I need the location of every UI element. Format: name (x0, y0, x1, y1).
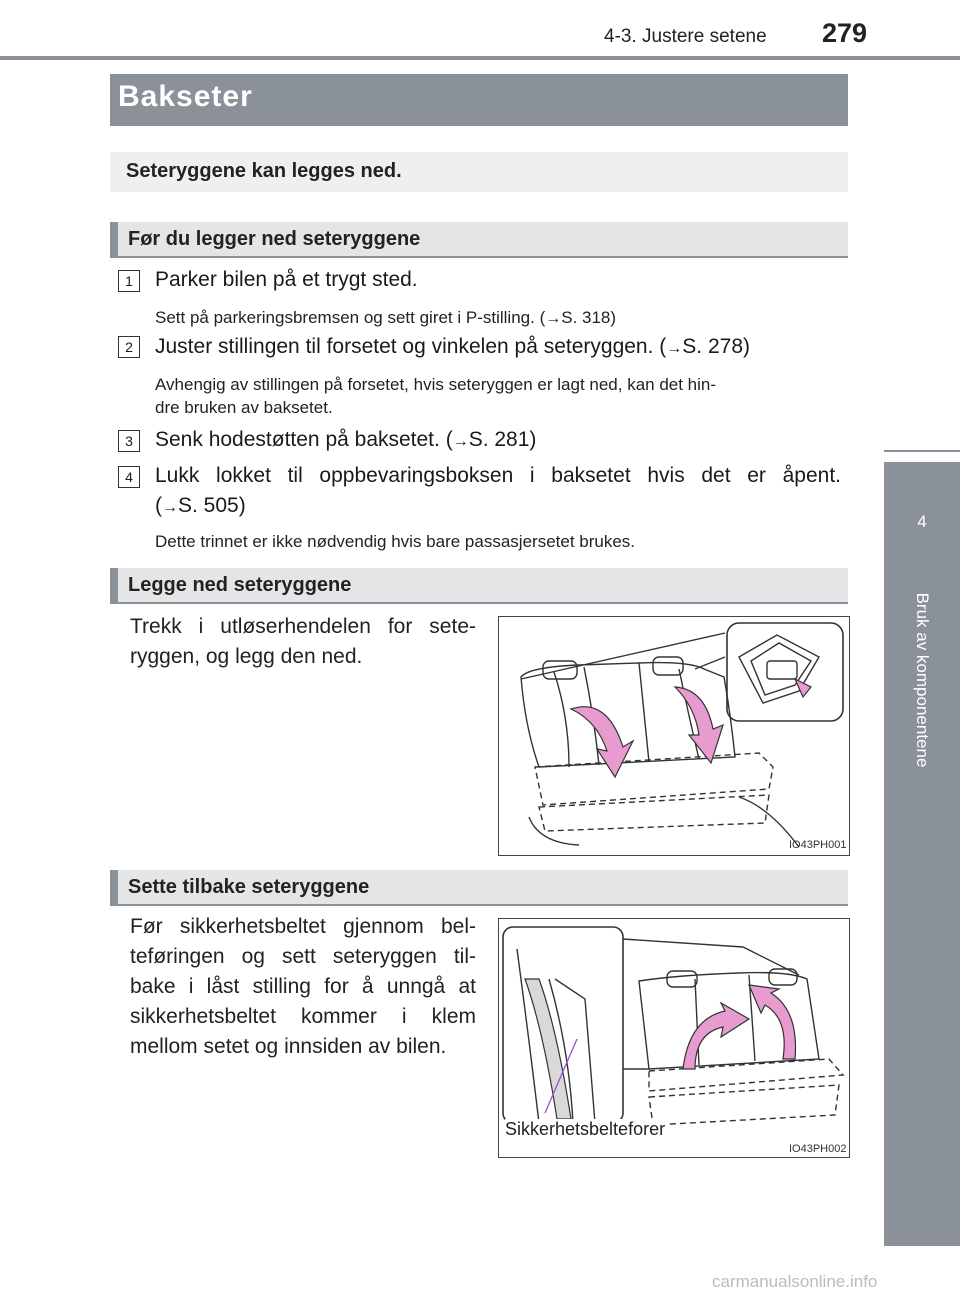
page-title: Bakseter (118, 80, 253, 113)
restore-paragraph (130, 912, 476, 1062)
header-rule (0, 56, 960, 60)
reference-arrow-icon: → (666, 340, 683, 357)
step-4-text-ref[interactable]: S. 505) (178, 494, 246, 517)
step-1-note (155, 306, 845, 330)
summary-text: Seteryggene kan legges ned. (126, 160, 402, 182)
step-3-text-ref[interactable]: S. 281) (468, 428, 537, 451)
step-1-note-ref[interactable]: S. 318) (561, 308, 617, 327)
step-4-text-line1: Lukk lokket til oppbevaringsboksen i baksetet hvis det er åpent. (155, 464, 841, 487)
step-3-text-main: Senk hodestøtten på baksetet. ( (155, 428, 453, 451)
page-number: 279 (822, 18, 868, 48)
step-2-note-line1: Avhengig av stillingen på forsetet, hvis seteryggen er lagt ned, kan det hin- (155, 375, 717, 394)
step-2-note-line2: dre bruken av baksetet. (155, 398, 333, 417)
step-4-text-line2-pre: ( (155, 494, 162, 517)
step-2-text-ref[interactable]: S. 278) (682, 335, 750, 358)
fold-paragraph-line: ryggen, og legg den ned. (130, 645, 363, 668)
fold-paragraph-line: Trekk i utløserhendelen for sete- (130, 615, 476, 638)
step-1-text: Parker bilen på et trygt sted. (155, 268, 418, 291)
figure-code-2: IO43PH002 (789, 1143, 847, 1155)
subheading-fold-text: Legge ned seteryggene (128, 574, 352, 596)
restore-paragraph-line: teføringen og sett seteryggen til- (130, 945, 476, 968)
figure-code-1: IO43PH001 (789, 839, 847, 851)
restore-paragraph-line: mellom setet og innsiden av bilen. (130, 1035, 447, 1058)
step-2-text (155, 335, 750, 359)
subheading-before-text: Før du legger ned seteryggene (128, 228, 421, 250)
step-number-3: 3 (118, 430, 140, 452)
watermark: carmanualsonline.info (712, 1272, 878, 1291)
chapter-side-tab (884, 462, 960, 1246)
restore-paragraph-line: sikkerhetsbeltet kommer i klem (130, 1005, 476, 1028)
step-4-note: Dette trinnet er ikke nødvendig hvis bare passasjersetet brukes. (155, 532, 636, 551)
running-header-section: 4-3. Justere setene (604, 26, 767, 47)
restore-paragraph-line: Før sikkerhetsbeltet gjennom bel- (130, 915, 476, 938)
subheading-fold (110, 568, 848, 604)
fold-paragraph (130, 612, 476, 672)
restore-paragraph-line: bake i låst stilling for å unngå at (130, 975, 476, 998)
step-number-2: 2 (118, 336, 140, 358)
step-2-note (155, 373, 845, 419)
reference-arrow-icon: → (545, 310, 562, 327)
step-number-4: 4 (118, 466, 140, 488)
restore-seat-figure (498, 918, 850, 1158)
step-1-note-text: Sett på parkeringsbremsen og sett giret i P-stilling. ( (155, 308, 546, 327)
step-4-text-line2 (155, 494, 246, 518)
step-3-text (155, 428, 536, 452)
fold-seat-illustration (499, 617, 849, 855)
step-2-text-main: Juster stillingen til forsetet og vinkelen på seteryggen. ( (155, 335, 667, 358)
fold-seat-figure (498, 616, 850, 856)
step-number-1: 1 (118, 270, 140, 292)
subheading-restore-text: Sette tilbake seteryggene (128, 876, 370, 898)
belt-guide-label: Sikkerhetsbelteforer (505, 1119, 669, 1140)
side-tab-divider (884, 450, 960, 452)
reference-arrow-icon: → (162, 499, 178, 516)
chapter-title: Bruk av komponentene (913, 592, 932, 768)
subheading-restore (110, 870, 848, 906)
reference-arrow-icon: → (452, 433, 469, 450)
chapter-number: 4 (917, 512, 927, 531)
subheading-before (110, 222, 848, 258)
